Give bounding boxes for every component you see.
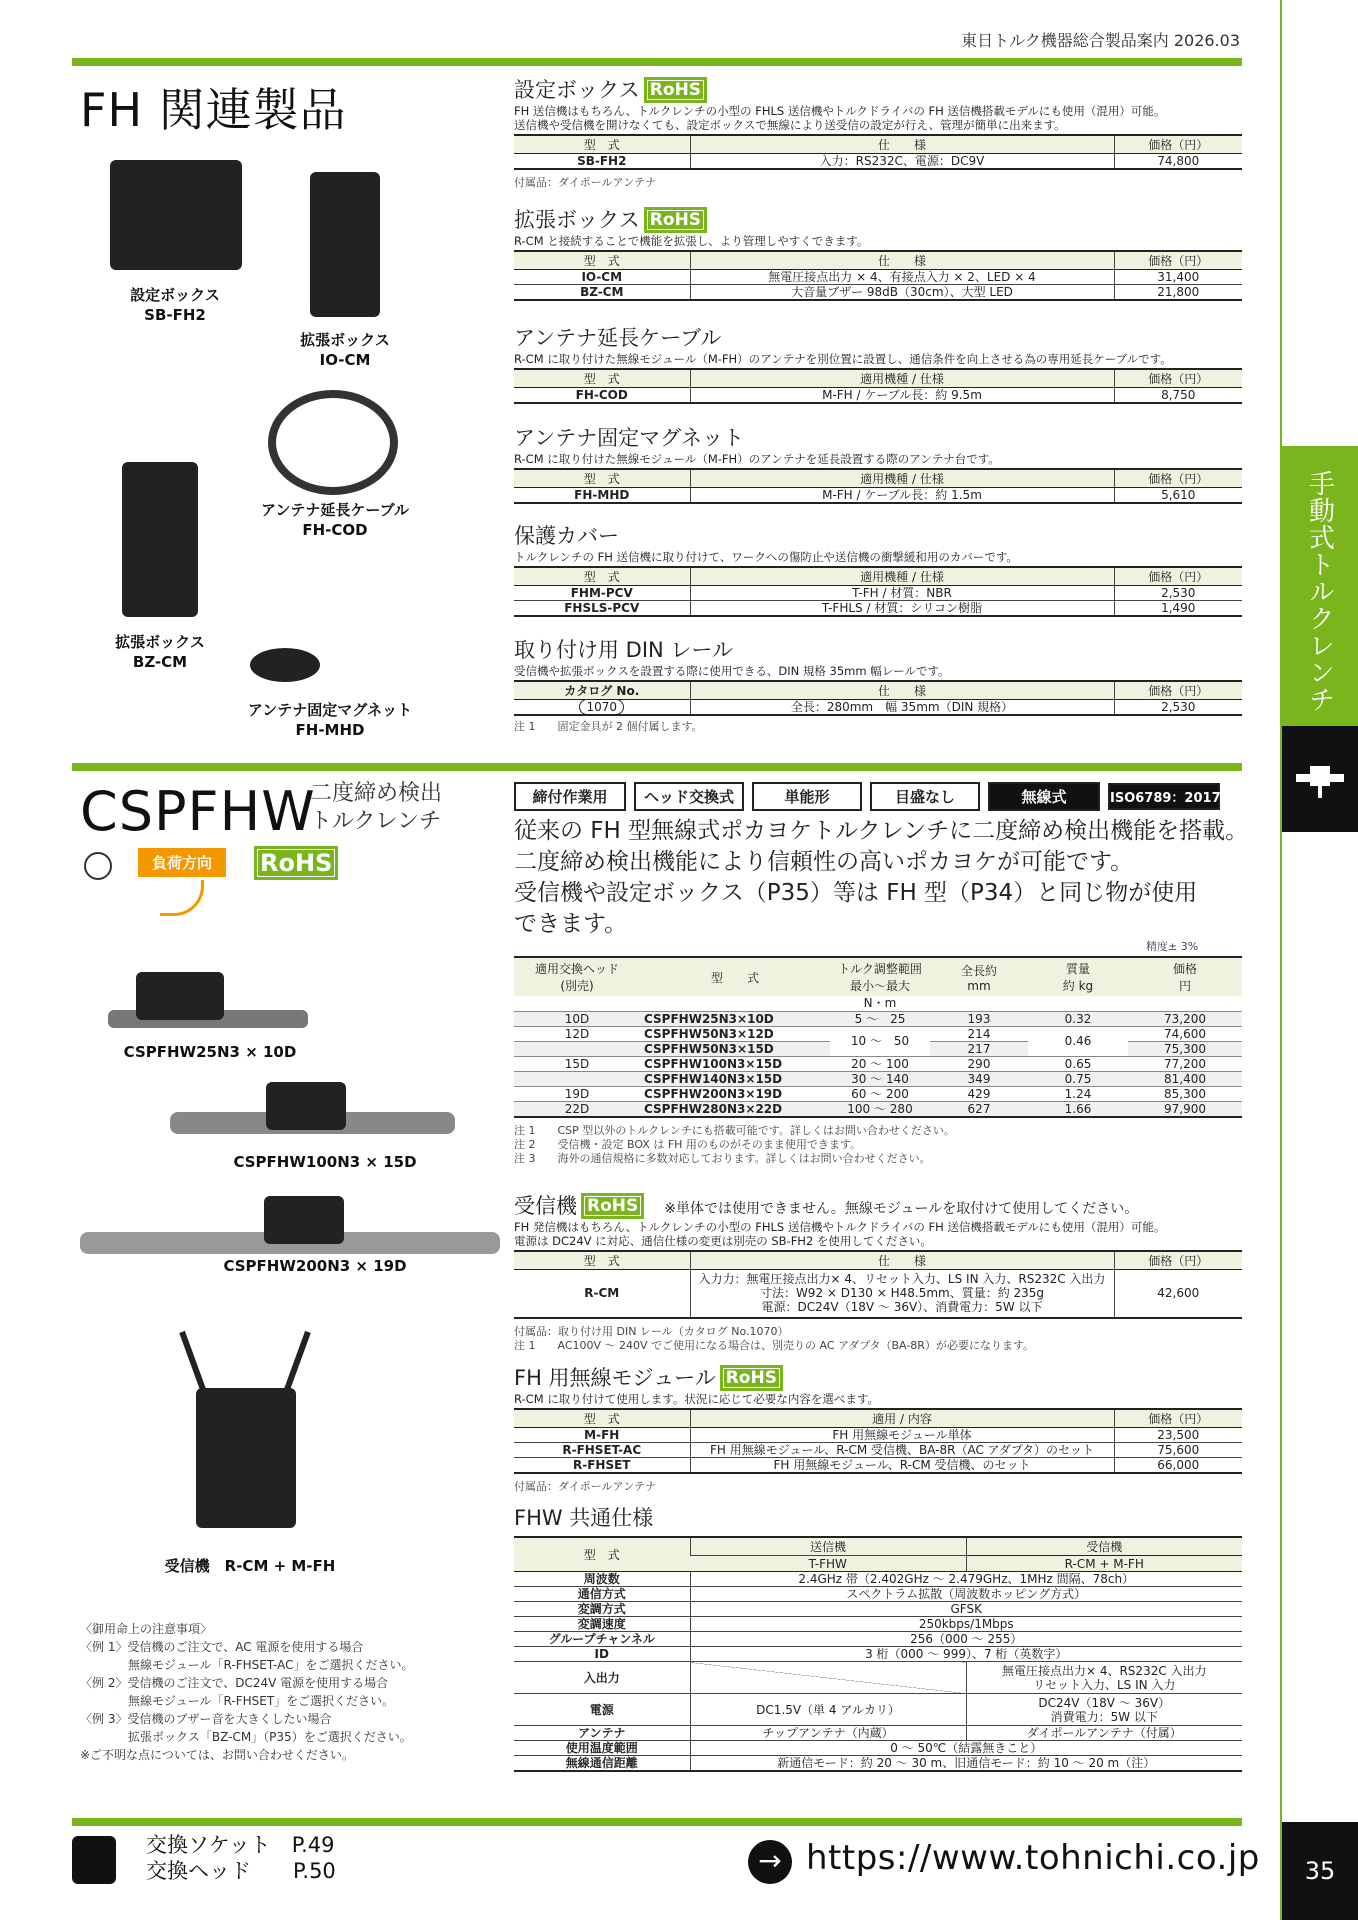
tag: 無線式 — [988, 782, 1100, 811]
receiver-image — [196, 1388, 296, 1528]
wrench-200-head — [264, 1196, 344, 1244]
website-link[interactable]: https://www.tohnichi.co.jp — [806, 1838, 1260, 1878]
antenna-cable-image — [268, 390, 398, 495]
tag: ヘッド交換式 — [634, 782, 744, 811]
radio-cert-icon — [84, 852, 112, 880]
tag: 締付作業用 — [514, 782, 626, 811]
bz-cm-image — [122, 462, 198, 617]
receiver-table: 型 式 仕 様 価格（円） R-CM 入力力：無電圧接点出力× 4、リセット入力、LS IN 入力、RS232C 入出力 寸法：W92 × D130 × H48.5mm、質量：約 235g 電源：DC24V（18V 〜 36V）、消費電力：5W 以下 42,600 — [514, 1250, 1242, 1319]
setting-box-image — [110, 160, 242, 270]
receiver-section: 受信機 RoHS ※単体では使用できません。無線モジュールを取付けて使用してください。 FH 発信機はもちろん、トルクレンチの小型の FHLS 送信機やトルクドライバの FH 送信機搭載モデルにも使用（混用）可能。 電源は DC24V に対応、通信仕様の変更は別売の SB-FH2 を使用してください。 型 式 仕 様 価格（円） R-CM 入力力：無電圧接点出力× 4、リセット入力、LS IN 入力、RS232C 入出力 寸法：W92 × D130 × H48.5mm、質量：約 235g 電源：DC24V（18V 〜 36V）、消費電力：5W 以下 42,600 付属品：取り付け用 DIN レール（カタログ No.1070） 注 1 AC100V 〜 240V でご使用になる場合は、別売りの AC アダプタ（BA-8R）が必要になります。 — [514, 1190, 1242, 1353]
page-number: 35 — [1282, 1822, 1358, 1920]
module-section: FH 用無線モジュール RoHS R-CM に取り付けて使用します。状況に応じて必要な内容を選べます。 型 式 適用 / 内容 価格（円） M-FH FH 用無線モジュール単体 23,500 R-FHSET-AC FH 用無線モジュール、R-CM 受信機、BA-8R（AC アダプタ）のセット 75,600 R-FHSET FH 用無線モジュール、R-CM 受信機、のセット 66,000 付属品：ダイポールアンテナ — [514, 1362, 1242, 1494]
side-tab[interactable]: 手動式トルクレンチ — [1282, 446, 1358, 726]
antenna-magnet-table: 型 式 適用機種 / 仕様 価格（円） FH-MHD M-FH / ケーブル長：約 1.5m 5,610 — [514, 468, 1242, 504]
fh-mhd-caption: アンテナ固定マグネット FH-MHD — [247, 701, 413, 739]
setting-box-table: 型 式 仕 様 価格（円） SB-FH2 入力：RS232C、電源：DC9V 74,800 — [514, 134, 1242, 170]
right-edge-rule — [1280, 0, 1282, 1920]
rohs-badge: RoHS — [644, 77, 707, 103]
cspfhw-title: CSPFHW — [80, 780, 316, 843]
receiver-caption: 受信機 R-CM + M-FH — [164, 1557, 336, 1575]
tag: ISO6789：2017 — [1108, 783, 1220, 810]
antenna-magnet-image — [250, 648, 320, 682]
din-rail-section: 取り付け用 DIN レール 受信機や拡張ボックスを設置する際に使用できる、DIN 規格 35mm 幅レールです。 カタログ No. 仕 様 価格（円） 1070 全長：280mm 幅 35mm（DIN 規格） 2,530 注 1 固定金具が 2 個付属します。 — [514, 634, 1242, 734]
fh-title: FH 関連製品 — [80, 83, 347, 137]
load-arrow-icon — [160, 880, 204, 916]
rohs-badge: RoHS — [720, 1365, 783, 1391]
cspfhw-rohs: RoHS — [250, 846, 338, 880]
setting-box-caption: 設定ボックス SB-FH2 — [130, 286, 220, 324]
antenna-cable-table: 型 式 適用機種 / 仕様 価格（円） FH-COD M-FH / ケーブル長：約 9.5m 8,750 — [514, 368, 1242, 404]
antenna-magnet-section: アンテナ固定マグネット R-CM に取り付けた無線モジュール（M-FH）のアンテナを延長設置する際のアンテナ台です。 型 式 適用機種 / 仕様 価格（円） FH-MHD M-FH / ケーブル長：約 1.5m 5,610 — [514, 422, 1242, 504]
cspfhw-table: 適用交換ヘッド (別売) 型 式 トルク調整範囲 最小〜最大 全長約 mm 質量 約 kg 価格 円 N・m 10D CSPFHW25N3×10D 5 〜 25 193 0.32 73,200 12D CSPFHW50N3×12D 10 〜 50 214 0.46 74,600 CSPFHW50N3×15D 217 75,300 15D CSPFHW100N3×15D 20 〜 100 290 0.65 77,200 CSPFHW140N3×15D 30 〜 140 349 0.75 81,400 19D CSPFHW200N3×19D 60 〜 200 429 1.24 85,300 22D CSPFHW280N3×22D 100 〜 280 627 1.66 97,900 — [514, 956, 1242, 1118]
cspfhw-table-wrap: 適用交換ヘッド (別売) 型 式 トルク調整範囲 最小〜最大 全長約 mm 質量 約 kg 価格 円 N・m 10D CSPFHW25N3×10D 5 〜 25 193 0.32 73,200 12D CSPFHW50N3×12D 10 〜 50 214 0.46 74,600 CSPFHW50N3×15D 217 75,300 15D CSPFHW100N3×15D 20 〜 100 290 0.65 77,200 CSPFHW140N3×15D 30 〜 140 349 0.75 81,400 19D CSPFHW200N3×19D 60 〜 200 429 1.24 85,300 22D CSPFHW280N3×22D 100 〜 280 627 1.66 97,900 注 1 CSP 型以外のトルクレンチにも搭載可能です。詳しくはお問い合わせください。 注 2 受信機・設定 BOX は FH 用のものがそのまま使用できます。 注 3 海外の通信規格に多数対応しております。詳しくはお問い合わせください。 — [514, 956, 1242, 1166]
fhw-spec-section: FHW 共通仕様 型 式 送信機 受信機 T-FHW R-CM + M-FH 周波数 2.4GHz 帯（2.402GHz 〜 2.479GHz、1MHz 間隔、78ch） 通信方式 スペクトラム拡散（周波数ホッピング方式） 変調方式 GFSK 変調速度 250kbps/1Mbps グループチャンネル 256（000 〜 255） ID 3 桁（000 〜 999）、7 桁（英数字） 入出力 無電圧接点出力× 4、RS232C 入出力 リセット入力、LS IN 入力 電源 DC1.5V（単 4 アルカリ） DC24V（18V 〜 36V） 消費電力：5W 以下 アンテナ チップアンテナ（内蔵） ダイポールアンテナ（付属） 使用温度範囲 0 〜 50℃（結露無きこと） 無線通信距離 新通信モード：約 20 〜 30 m、旧通信モード：約 10 〜 20 m（注） — [514, 1502, 1242, 1772]
head-link[interactable]: 交換ヘッド P.50 — [146, 1859, 336, 1883]
setting-box-section: 設定ボックス RoHS FH 送信機はもちろん、トルクレンチの小型の FHLS 送信機やトルクドライバの FH 送信機搭載モデルにも使用（混用）可能。 送信機や受信機を開けなくても、設定ボックスで無線により送受信の設定が行え、管理が簡単に出来ます。 型 式 仕 様 価格（円） SB-FH2 入力：RS232C、電源：DC9V 74,800 付属品：ダイポールアンテナ — [514, 74, 1242, 190]
cspfhw-subtitle: 二度締め検出 トルクレンチ — [310, 781, 443, 834]
feature-tags — [514, 782, 1254, 811]
fh-cod-caption: アンテナ延長ケーブル FH-COD — [260, 501, 410, 539]
module-table: 型 式 適用 / 内容 価格（円） M-FH FH 用無線モジュール単体 23,500 R-FHSET-AC FH 用無線モジュール、R-CM 受信機、BA-8R（AC アダプタ）のセット 75,600 R-FHSET FH 用無線モジュール、R-CM 受信機、のセット 66,000 — [514, 1408, 1242, 1474]
rohs-badge: RoHS — [581, 1193, 644, 1219]
cover-section: 保護カバー トルクレンチの FH 送信機に取り付けて、ワークへの傷防止や送信機の衝撃緩和用のカバーです。 型 式 適用機種 / 仕様 価格（円） FHM-PCV T-FH / 材質：NBR 2,530 FHSLS-PCV T-FHLS / 材質：シリコン樹脂 1,490 — [514, 520, 1242, 617]
bottom-green-rule — [72, 1818, 1242, 1826]
footer-links — [146, 1832, 336, 1884]
antenna-left — [179, 1331, 207, 1393]
antenna-right — [283, 1331, 311, 1393]
arrow-right-icon: → — [748, 1840, 792, 1884]
caution-notes: 〈御用命上の注意事項〉 〈例 1〉受信機のご注文で、AC 電源を使用する場合 無線モジュール「R-FHSET-AC」をご選択ください。 〈例 2〉受信機のご注文で、DC24V 電源を使用する場合 無線モジュール「R-FHSET」をご選択ください。 〈例 3〉受信機のブザー音を大きくしたい場合 拡張ボックス「BZ-CM」（P35）をご選択ください。 ※ご不明な点については、お問い合わせください。 — [80, 1622, 414, 1762]
socket-link[interactable]: 交換ソケット P.49 — [146, 1833, 335, 1857]
tag: 目盛なし — [870, 782, 980, 811]
expansion-box-section: 拡張ボックス RoHS R-CM と接続することで機能を拡張し、より管理しやすくできます。 型 式 仕 様 価格（円） IO-CM 無電圧接点出力 × 4、有接点入力 × 2、LED × 4 31,400 BZ-CM 大音量ブザー 98dB（30cm）、大型 LED 21,800 — [514, 204, 1242, 301]
cover-table: 型 式 適用機種 / 仕様 価格（円） FHM-PCV T-FH / 材質：NBR 2,530 FHSLS-PCV T-FHLS / 材質：シリコン樹脂 1,490 — [514, 566, 1242, 617]
wrench-25-caption: CSPFHW25N3 × 10D — [123, 1043, 297, 1061]
din-rail-table: カタログ No. 仕 様 価格（円） 1070 全長：280mm 幅 35mm（DIN 規格） 2,530 — [514, 680, 1242, 716]
catalog-header: 東日トルク機器総合製品案内 2026.03 — [961, 31, 1240, 50]
lead-text: 従来の FH 型無線式ポカヨケトルクレンチに二度締め検出機能を搭載。 二度締め検出機能により信頼性の高いポカヨケが可能です。 受信機や設定ボックス（P35）等は FH 型（P34）と同じ物が使用 できます。 — [514, 818, 1249, 937]
fhw-spec-table: 型 式 送信機 受信機 T-FHW R-CM + M-FH 周波数 2.4GHz 帯（2.402GHz 〜 2.479GHz、1MHz 間隔、78ch） 通信方式 スペクトラム拡散（周波数ホッピング方式） 変調方式 GFSK 変調速度 250kbps/1Mbps グループチャンネル 256（000 〜 255） ID 3 桁（000 〜 999）、7 桁（英数字） 入出力 無電圧接点出力× 4、RS232C 入出力 リセット入力、LS IN 入力 電源 DC1.5V（単 4 アルカリ） DC24V（18V 〜 36V） 消費電力：5W 以下 アンテナ チップアンテナ（内蔵） ダイポールアンテナ（付属） 使用温度範囲 0 〜 50℃（結露無きこと） 無線通信距離 新通信モード：約 20 〜 30 m、旧通信モード：約 10 〜 20 m（注） — [514, 1536, 1242, 1772]
load-direction-badge: 負荷方向 — [138, 848, 226, 877]
wrench-25-head — [136, 972, 224, 1020]
mid-green-rule — [72, 763, 1242, 771]
expansion-box-table: 型 式 仕 様 価格（円） IO-CM 無電圧接点出力 × 4、有接点入力 × 2、LED × 4 31,400 BZ-CM 大音量ブザー 98dB（30cm）、大型 LED 21,800 — [514, 250, 1242, 301]
bz-cm-caption: 拡張ボックス BZ-CM — [115, 633, 205, 671]
io-cm-image — [310, 172, 380, 317]
socket-icon — [72, 1836, 116, 1884]
wrench-100-caption: CSPFHW100N3 × 15D — [233, 1153, 417, 1171]
top-green-rule — [72, 58, 1242, 66]
wrench-icon-tab — [1282, 726, 1358, 832]
wrench-200-caption: CSPFHW200N3 × 19D — [223, 1257, 407, 1275]
antenna-cable-section: アンテナ延長ケーブル R-CM に取り付けた無線モジュール（M-FH）のアンテナを別位置に設置し、通信条件を向上させる為の専用延長ケーブルです。 型 式 適用機種 / 仕様 価格（円） FH-COD M-FH / ケーブル長：約 9.5m 8,750 — [514, 322, 1242, 404]
io-cm-caption: 拡張ボックス IO-CM — [300, 331, 390, 369]
rohs-badge: RoHS — [644, 207, 707, 233]
tag: 単能形 — [752, 782, 862, 811]
wrench-100-head — [266, 1082, 346, 1130]
accuracy-note: 精度± 3% — [1146, 940, 1199, 953]
